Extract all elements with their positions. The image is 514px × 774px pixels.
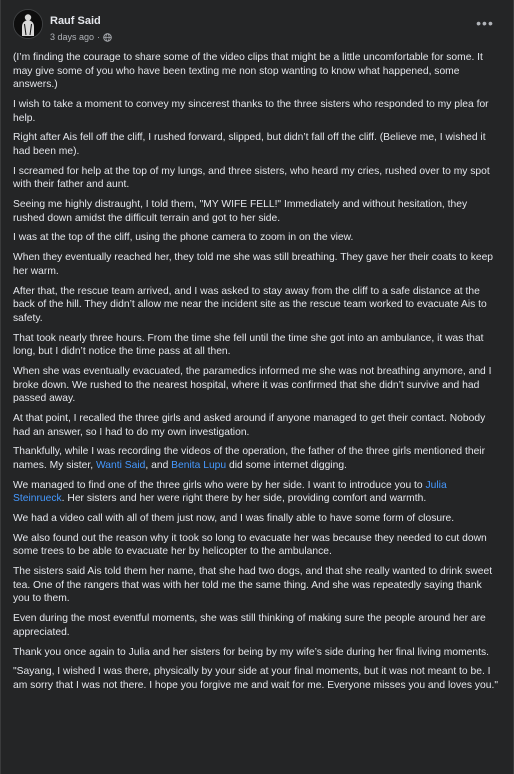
paragraph: I wish to take a moment to convey my sincerest thanks to the three sisters who responded to my plea for help. xyxy=(13,98,489,124)
paragraph: Seeing me highly distraught, I told them, "MY WIFE FELL!" Immediately and without hesitation, they rushed down amidst the difficult terrain and got to her side. xyxy=(13,199,468,224)
globe-icon xyxy=(103,33,112,42)
author-name[interactable]: Rauf Said xyxy=(50,15,101,27)
paragraph-text: Thankfully, while I was recording the videos of the operation, the father of the three girls mentioned their names. My sister, xyxy=(13,446,486,471)
paragraph-text: We managed to find one of the three girls who were by her side. I want to introduce you to xyxy=(13,479,426,491)
more-options-icon[interactable]: ••• xyxy=(476,15,494,31)
paragraph: "Sayang, I wished I was there, physically by your side at your final moments, but it was not meant to be. I am sorry that I was not there. I hope you forgive me and wait for me. Everyone misses you and loves you." xyxy=(13,666,498,691)
paragraph: (I’m finding the courage to share some of the video clips that might be a little uncomfortable for some. It may give some of you who have been texting me non stop wanting to know what happened, some answers.) xyxy=(13,52,483,91)
post-meta xyxy=(50,32,112,43)
paragraph: The sisters said Ais told them her name, that she had two dogs, and that she really wanted to drink sweet tea. One of the rangers that was with her told me the same thing. And she was repeatedly saying thank you to them. xyxy=(13,566,493,605)
paragraph: Even during the most eventful moments, she was still thinking of making sure the people around her are appreciated. xyxy=(13,613,486,638)
paragraph: When they eventually reached her, they told me she was still breathing. They gave her their coats to keep her warm. xyxy=(13,252,494,277)
meta-separator: · xyxy=(97,32,101,42)
post-text xyxy=(13,51,499,699)
paragraph: Thank you once again to Julia and her sisters for being by my wife’s side during her final living moments. xyxy=(13,646,489,658)
paragraph: We had a video call with all of them just now, and I was finally able to have some form of closure. xyxy=(13,513,455,525)
post-time[interactable]: 3 days ago xyxy=(50,32,95,42)
paragraph-text: did some internet digging. xyxy=(226,459,347,471)
paragraph: At that point, I recalled the three girls and asked around if anyone managed to get their contact. Nobody had an answer, so I had to do my own investigation. xyxy=(13,412,486,438)
paragraph-with-links xyxy=(13,445,499,472)
paragraph: I screamed for help at the top of my lungs, and three sisters, who heard my cries, rushed over to my spot with their father and aunt. xyxy=(13,165,490,191)
paragraph-text: . Her sisters and her were right there by her side, providing comfort and warmth. xyxy=(61,493,427,505)
paragraph: I was at the top of the cliff, using the phone camera to zoom in on the view. xyxy=(13,232,354,244)
paragraph-with-links xyxy=(13,479,499,506)
tagged-user-link[interactable]: Wanti Said xyxy=(95,459,146,471)
tagged-user-link[interactable]: Julia Steinrueck xyxy=(13,479,447,505)
paragraph: After that, the rescue team arrived, and I was asked to stay away from the cliff to a safe distance at the back of the hill. They didn’t allow me near the incident site as the rescue team worked to evacuate Ais to safety. xyxy=(13,285,487,324)
paragraph: We also found out the reason why it took so long to evacuate her was because they needed to cut down some trees to be able to evacuate her by helicopter to the ambulance. xyxy=(13,532,487,558)
tagged-user-link[interactable]: Benita Lupu xyxy=(171,459,227,471)
paragraph: When she was eventually evacuated, the paramedics informed me she was not breathing anymore, and I broke down. We rushed to the nearest hospital, where it was confirmed that she didn’t survive and had passed away. xyxy=(13,365,492,405)
post-header xyxy=(13,8,501,44)
paragraph-text: , and xyxy=(145,459,172,471)
paragraph: Right after Ais fell off the cliff, I rushed forward, slipped, but didn’t fall off the cliff. (Believe me, I wished it had been me). xyxy=(13,132,486,157)
avatar-silhouette-icon[interactable] xyxy=(13,9,43,39)
paragraph: That took nearly three hours. From the time she fell until the time she got into an ambulance, it was that long, but I didn’t notice the time pass at all then. xyxy=(13,332,484,358)
